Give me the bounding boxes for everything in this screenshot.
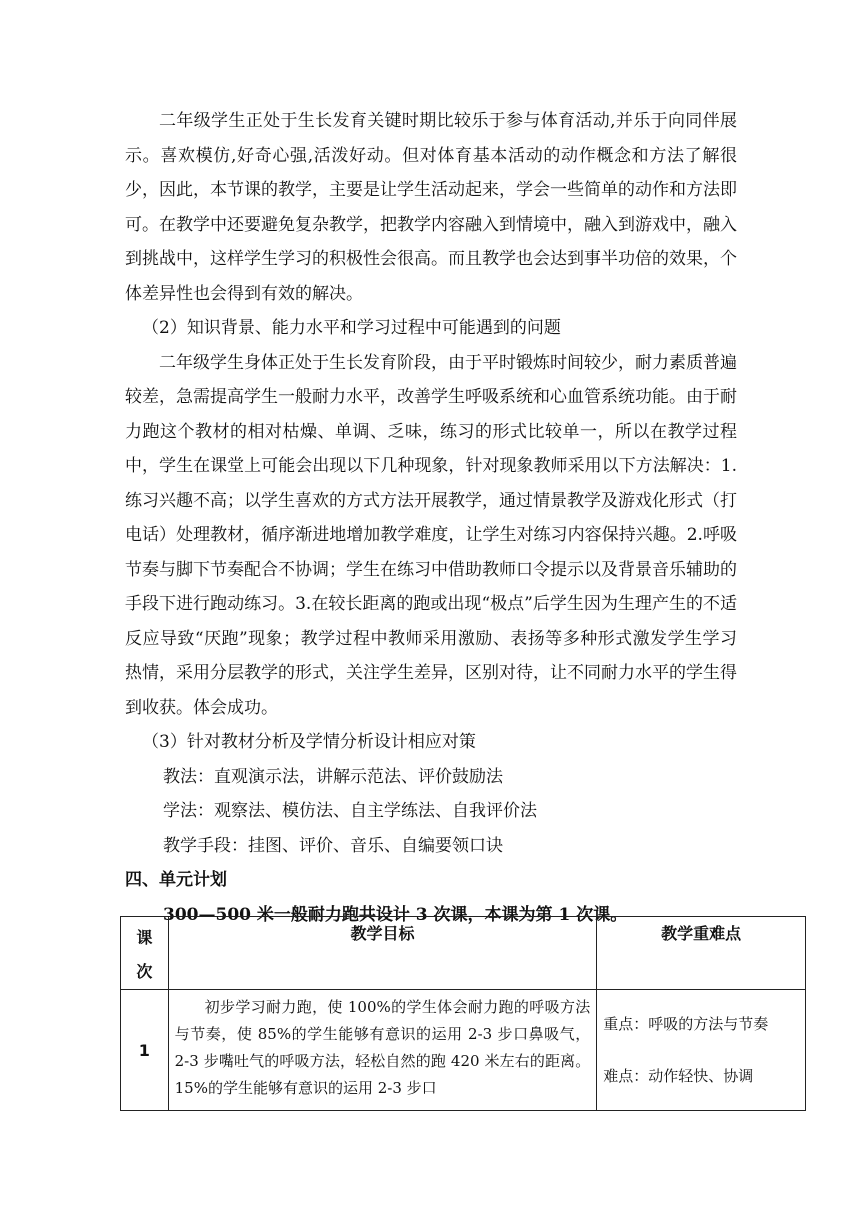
header-lesson-number	[121, 917, 169, 990]
table-header-row	[121, 917, 806, 990]
subheading-strategies: （3）针对教材分析及学情分析设计相应对策	[142, 732, 476, 752]
unit-plan-table	[120, 916, 806, 1111]
header-lesson-number-top: 课	[136, 928, 153, 947]
key-points-cell	[597, 990, 806, 1111]
header-teaching-goal: 教学目标	[168, 917, 597, 990]
teaching-goal-cell: 初步学习耐力跑，使 100%的学生体会耐力跑的呼吸方法与节奏，使 85%的学生能够有意识的运用 2-3 步口鼻吸气，2-3 步嘴吐气的呼吸方法，轻松自然的跑 420 米左右的距离。15%的学生能够有意识的运用 2-3 步口	[168, 990, 597, 1111]
subheading-knowledge-background: （2）知识背景、能力水平和学习过程中可能遇到的问题	[142, 318, 561, 338]
section-heading-unit-plan: 四、单元计划	[125, 870, 227, 890]
unit-plan-summary: 300—500 米一般耐力跑共设计 3 次课，本课为第 1 次课。	[163, 904, 628, 925]
paragraph-problems: 二年级学生身体正处于生长发育阶段，由于平时锻炼时间较少，耐力素质普遍较差，急需提高学生一般耐力水平，改善学生呼吸系统和心血管系统功能。由于耐力跑这个教材的相对枯燥、单调、乏味，练习的形式比较单一，所以在教学过程中，学生在课堂上可能会出现以下几种现象，针对现象教师采用以下方法解决：1.练习兴趣不高；以学生喜欢的方式方法开展教学，通过情景教学及游戏化形式（打电话）处理教材，循序渐进地增加教学难度，让学生对练习内容保持兴趣。2.呼吸节奏与脚下节奏配合不协调；学生在练习中借助教师口令提示以及背景音乐辅助的手段下进行跑动练习。3.在较长距离的跑或出现“极点”后学生因为生理产生的不适反应导致“厌跑”现象；教学过程中教师采用激励、表扬等多种形式激发学生学习热情，采用分层教学的形式，关注学生差异，区别对待，让不同耐力水平的学生得到收获。体会成功。	[125, 352, 737, 718]
lesson-number-cell: 1	[121, 990, 169, 1111]
paragraph-student-analysis: 二年级学生正处于生长发育关键时期比较乐于参与体育活动,并乐于向同伴展示。喜欢模仿,好奇心强,活泼好动。但对体育基本活动的动作概念和方法了解很少，因此，本节课的教学，主要是让学生活动起来，学会一些简单的动作和方法即可。在教学中还要避免复杂教学，把教学内容融入到情境中，融入到游戏中，融入到挑战中，这样学生学习的积极性会很高。而且教学也会达到事半功倍的效果，个体差异性也会得到有效的解决。	[125, 111, 737, 304]
teaching-method: 教法：直观演示法，讲解示范法、评价鼓励法	[163, 766, 503, 787]
key-point-text: 重点：呼吸的方法与节奏	[603, 1015, 769, 1033]
learning-method: 学法：观察法、模仿法、自主学练法、自我评价法	[163, 801, 537, 821]
teaching-means: 教学手段：挂图、评价、音乐、自编要领口诀	[163, 835, 503, 856]
difficult-point-text: 难点：动作轻快、协调	[603, 1067, 754, 1085]
body-text	[125, 104, 737, 932]
table-row	[121, 990, 806, 1111]
header-lesson-number-bottom: 次	[136, 962, 153, 981]
header-key-points: 教学重难点	[597, 917, 806, 990]
